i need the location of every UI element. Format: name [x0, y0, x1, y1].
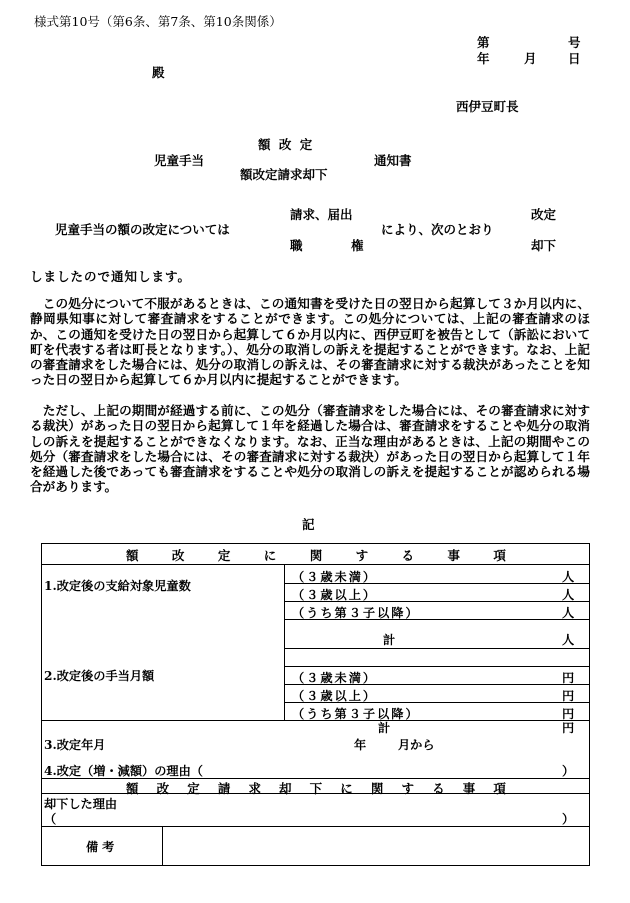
- revision-section-header: 額 改 定 に 関 す る 事 項: [126, 548, 506, 563]
- intro-closing: しましたので通知します。: [30, 269, 192, 284]
- number-dai: 第: [477, 35, 490, 50]
- details-table: [41, 543, 590, 866]
- intro-middle: により、次のとおり: [381, 222, 494, 237]
- item1-label: 1.改定後の支給対象児童数: [44, 579, 191, 593]
- children-over3-unit: 人: [562, 588, 575, 602]
- action-option-revise: 改定: [531, 207, 557, 222]
- item4-label: 4.改定（増・減額）の理由（: [44, 764, 203, 778]
- title-prefix: 児童手当: [154, 153, 205, 168]
- action-option-reject: 却下: [531, 238, 557, 253]
- rejection-section-header: 額 改 定 請 求 却 下 に 関 す る 事 項: [126, 781, 506, 796]
- children-third-label: （うち第３子以降）: [292, 606, 420, 620]
- amount-total-label: 計: [378, 721, 391, 735]
- amount-over3-label: （３歳以上）: [292, 689, 378, 703]
- children-total-unit: 人: [562, 633, 575, 647]
- rejection-open: （: [44, 812, 57, 826]
- reason-option-ex-officio-a: 職: [290, 238, 303, 253]
- children-under3-label: （３歳未満）: [292, 570, 378, 584]
- date-year: 年: [477, 51, 490, 66]
- item3-month-from: 月から: [398, 738, 435, 752]
- amount-under3-label: （３歳未満）: [292, 671, 378, 685]
- issuer: 西伊豆町長: [456, 99, 519, 114]
- title-option-revision: 額 改 定: [258, 137, 315, 152]
- intro-lead: 児童手当の額の改定については: [55, 222, 230, 237]
- item3-year: 年: [354, 738, 367, 752]
- reason-option-ex-officio-b: 権: [351, 238, 364, 253]
- title-option-rejection: 額改定請求却下: [240, 167, 328, 182]
- amount-third-unit: 円: [562, 707, 575, 721]
- number-go: 号: [568, 35, 581, 50]
- date-day: 日: [568, 51, 581, 66]
- notice-paragraph-1: この処分について不服があるときは、この通知書を受けた日の翌日から起算して３か月以内に、静岡県知事に対して審査請求をすることができます。この処分については、上記の審査請求のほか、この通知を受けた日の翌日から起算して６か月以内に、西伊豆町を被告として（訴訟において町を代表する者は町長となります。）、処分の取消しの訴えを提起することができます。なお、上記の審査請求をした場合には、処分の取消しの訴えは、その審査請求に対する裁決があったことを知った日の翌日から起算して６か月以内に提起することができます。: [30, 296, 590, 388]
- notice-paragraph-2: ただし、上記の期間が経過する前に、この処分（審査請求をした場合には、その審査請求に対する裁決）があった日の翌日から起算して１年を経過した場合は、審査請求をすることや処分の取消しの訴えを提起することができなくなります。なお、正当な理由があるときは、上記の期間やこの処分（審査請求をした場合には、その審査請求に対する裁決）があった日の翌日から起算して１年を経過した後であっても審査請求をすることや処分の取消しの訴えを提起することが認められる場合があります。: [30, 403, 590, 495]
- remarks-label: 備考: [86, 840, 119, 854]
- item3-label: 3.改定年月: [44, 738, 106, 752]
- reason-option-request: 請求、届出: [290, 207, 353, 222]
- children-over3-label: （３歳以上）: [292, 588, 378, 602]
- amount-under3-unit: 円: [562, 671, 575, 685]
- amount-total-unit: 円: [562, 721, 575, 735]
- children-under3-unit: 人: [562, 570, 575, 584]
- children-third-unit: 人: [562, 606, 575, 620]
- addressee-suffix: 殿: [152, 65, 165, 80]
- title-suffix: 通知書: [374, 153, 412, 168]
- amount-third-label: （うち第３子以降）: [292, 707, 420, 721]
- amount-over3-unit: 円: [562, 689, 575, 703]
- rejection-reason-label: 却下した理由: [44, 797, 118, 811]
- item2-label: 2.改定後の手当月額: [44, 669, 155, 683]
- rejection-close: ）: [562, 812, 575, 826]
- ki-mark: 記: [302, 517, 315, 532]
- item4-close: ）: [562, 764, 575, 778]
- children-total-label: 計: [383, 633, 396, 647]
- date-month: 月: [524, 51, 537, 66]
- form-number: 様式第10号（第6条、第7条、第10条関係）: [34, 14, 282, 29]
